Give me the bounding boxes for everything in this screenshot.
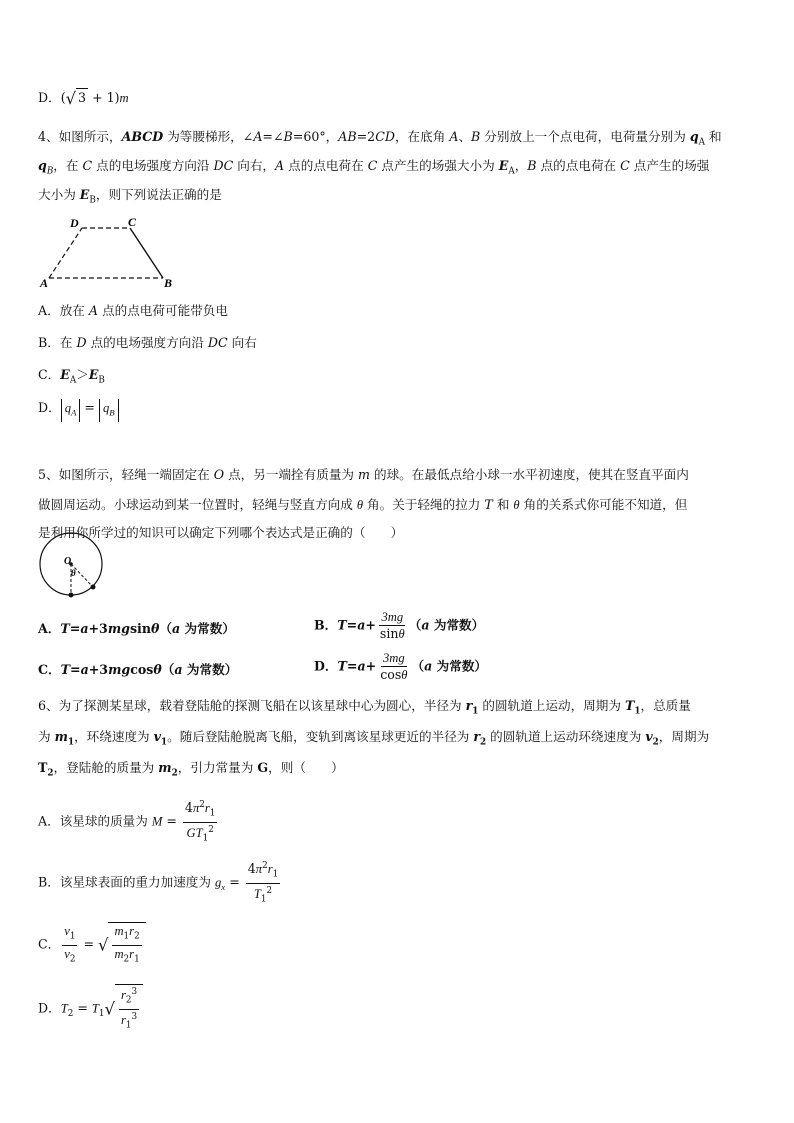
q6-stem-line-2: 为 $m_1$，环绕速度为 $v_1$。随后登陆舱脱离飞船，变轨到离该星球更近的半径为 $r_2$ 的圆轨道上运动环绕速度为 $v_2$，周期为 bbox=[38, 729, 710, 748]
q6-option-d: D．$T_2 = T_1√$ $\frac{r_2^3}{r_1^3}$ bbox=[38, 984, 143, 1033]
q4-stem-line-2: $q_B$，在 C 点的电场强度方向沿 DC 向右，A 点的点电荷在 C 点产生的场强大小为 $E_A$，B 点的点电荷在 C 点产生的场强 bbox=[38, 158, 710, 177]
q6-option-a: A．该星球的质量为 M = $\frac{4\pi^2r_1}{GT_1^2}$ bbox=[38, 800, 216, 844]
label-a: A bbox=[40, 276, 49, 290]
q5-option-d: D．T=a+ $\frac{3mg}{\cos\theta}$ （a 为常数） bbox=[314, 651, 488, 682]
q3-option-d: D．(√ 3 + 1)m bbox=[38, 89, 129, 108]
label-theta: θ bbox=[71, 568, 76, 578]
q6-option-b: B．该星球表面的重力加速度为 $g_x$ = $\frac{4\pi^2r_1}{T_1^2}$ bbox=[38, 861, 279, 905]
q4-option-c: C．$E_A>E_B$ bbox=[38, 367, 105, 386]
q6-option-c: C． $\frac{v_1}{v_2}$ = √ $\frac{m_1r_2}{m_2r_1}$ bbox=[38, 922, 146, 967]
trapezoid-figure bbox=[38, 215, 178, 290]
q5-stem-line-1: 5、如图所示，轻绳一端固定在 O 点，另一端拴有质量为 m 的球。在最低点给小球一水平初速度，使其在竖直平面内 bbox=[38, 467, 689, 482]
label-b: B bbox=[164, 276, 173, 290]
label-d: D bbox=[70, 216, 79, 230]
q5-option-c: C．T=a+3mgcosθ（a 为常数） bbox=[38, 662, 238, 677]
q4-option-d: D． $q_A = q_B$ bbox=[38, 399, 119, 422]
label-c: C bbox=[128, 215, 137, 229]
q5-option-a: A．T=a+3mgsinθ（a 为常数） bbox=[38, 621, 235, 636]
circle-figure bbox=[38, 532, 113, 607]
q4-stem-line-3: 大小为 $E_B$，则下列说法正确的是 bbox=[38, 187, 222, 206]
q4-stem-line-1: 4、如图所示，ABCD 为等腰梯形，∠A=∠B=60°，AB=2CD，在底角 A、B 分别放上一个点电荷，电荷量分别为 $q_A$ 和 bbox=[38, 129, 722, 148]
q5-option-b: B．T=a+ $\frac{3mg}{\sin\theta}$ （a 为常数） bbox=[314, 610, 485, 641]
q5-stem-line-3: 是利用你所学过的知识可以确定下列哪个表达式是正确的（ ） bbox=[38, 525, 404, 540]
q6-stem-line-3: $T_2$，登陆舱的质量为 $m_2$，引力常量为 G，则（ ） bbox=[38, 760, 344, 779]
q6-stem-line-1: 6、为了探测某星球，载着登陆舱的探测飞船在以该星球中心为圆心，半径为 $r_1$ 的圆轨道上运动，周期为 $T_1$，总质量 bbox=[38, 698, 691, 717]
q4-option-a: A．放在 A 点的点电荷可能带负电 bbox=[38, 303, 228, 318]
label-o: O bbox=[64, 556, 72, 567]
q5-stem-line-2: 做圆周运动。小球运动到某一位置时，轻绳与竖直方向成 θ 角。关于轻绳的拉力 T 和 θ 角的关系式你可能不知道，但 bbox=[38, 497, 688, 512]
q4-option-b: B．在 D 点的电场强度方向沿 DC 向右 bbox=[38, 335, 257, 350]
